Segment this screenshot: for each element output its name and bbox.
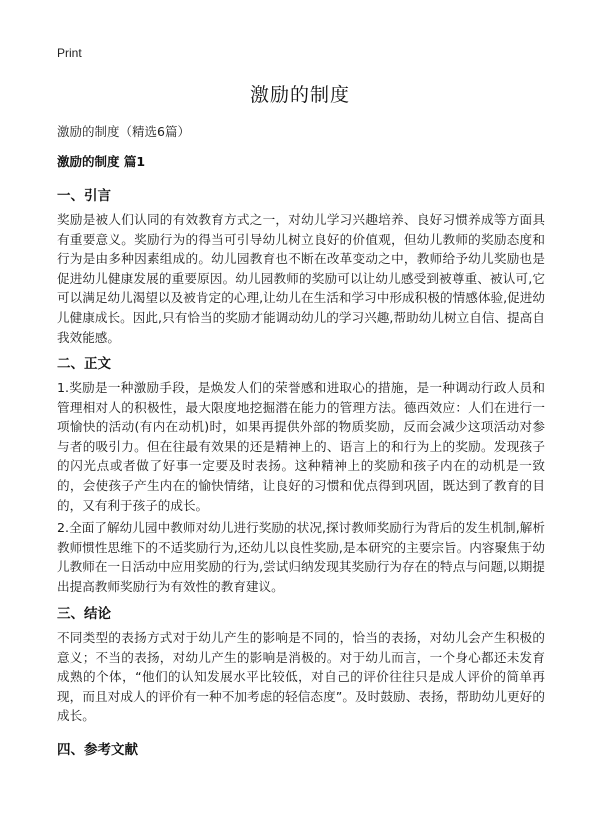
paragraph-conclusion: 不同类型的表扬方式对于幼儿产生的影响是不同的，恰当的表扬，对幼儿会产生积极的意义；不当的表扬，对幼儿产生的影响是消极的。对于幼儿而言，一个身心都还未发育成熟的个体，“他们的认知发展水平比较低，对自己的评价往往只是成人评价的简单再现，而且对成人的评价有一种不加考虑的轻信态度”。及时鼓励、表扬，帮助幼儿更好的成长。 [57, 630, 545, 724]
heading-body: 二、正文 [57, 356, 111, 372]
document-title: 激励的制度 [249, 84, 350, 106]
paragraph-body-1: 1.奖励是一种激励手段，是焕发人们的荣誉感和进取心的措施，是一种调动行政人员和管理相对人的积极性，最大限度地挖掘潜在能力的管理方法。德西效应：人们在进行一项愉快的活动(有内在动机)时，如果再提供外部的物质奖励，反而会减少这项活动对参与者的吸引力。但在往最有效果的还是精神上的、语言上的和行为上的奖励。发现孩子的闪光点或者做了好事一定要及时表扬。这种精神上的奖励和孩子内在的动机是一致的，会使孩子产生内在的愉快情绪，让良好的习惯和优点得到巩固，既达到了教育的目的，又有利于孩子的成长。 [57, 380, 545, 513]
heading-references: 四、参考文献 [57, 742, 138, 758]
article-title: 激励的制度 篇1 [57, 154, 146, 169]
heading-introduction: 一、引言 [57, 188, 111, 204]
document-subtitle: 激励的制度（精选6篇） [57, 124, 190, 139]
print-label: Print [57, 46, 82, 60]
heading-conclusion: 三、结论 [57, 606, 111, 622]
paragraph-introduction: 奖励是被人们认同的有效教育方式之一，对幼儿学习兴趣培养、良好习惯养成等方面具有重要意义。奖励行为的得当可引导幼儿树立良好的价值观，但幼儿教师的奖励态度和行为是由多种因素组成的。幼儿园教育也不断在改革变动之中，教师给予幼儿奖励也是促进幼儿健康发展的重要原因。幼儿园教师的奖励可以让幼儿感受到被尊重、被认可,它可以满足幼儿渴望以及被肯定的心理,让幼儿在生活和学习中形成积极的情感体验,促进幼儿健康成长。因此,只有恰当的奖励才能调动幼儿的学习兴趣,帮助幼儿树立自信、提高自我效能感。 [57, 212, 545, 345]
paragraph-body-2: 2.全面了解幼儿园中教师对幼儿进行奖励的状况,探讨教师奖励行为背后的发生机制,解析教师惯性思维下的不适奖励行为,还幼儿以良性奖励,是本研究的主要宗旨。内容聚焦于幼儿教师在一日活动中应用奖励的行为,尝试归纳发现其奖励行为存在的特点与问题,以期提出提高教师奖励行为有效性的教育建议。 [57, 520, 545, 594]
